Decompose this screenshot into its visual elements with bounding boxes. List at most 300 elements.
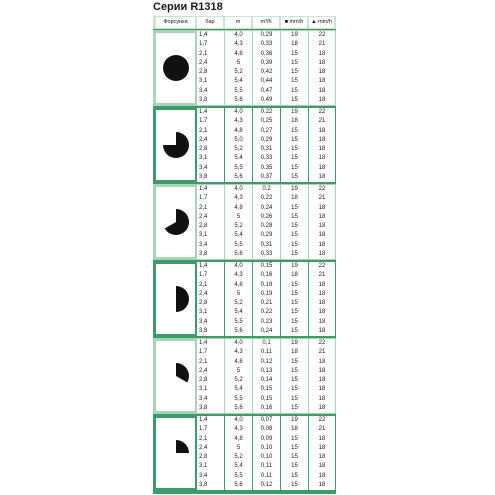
flow-cell: 0,28 [260, 223, 273, 229]
triangle-precip-cell: 18 [318, 78, 326, 85]
flow-cell: 0,31 [260, 146, 273, 152]
pressure-cell: 3,8 [199, 173, 208, 180]
pressure-cell: 2,4 [199, 444, 208, 451]
pressure-cell: 2,8 [199, 223, 208, 229]
data-column [281, 108, 308, 182]
pressure-cell: 1,7 [199, 426, 208, 433]
radius-cell: 4,3 [234, 272, 243, 279]
nozzle-cell [156, 187, 195, 257]
flow-cell: 0,23 [260, 318, 273, 325]
flow-cell: 0,18 [260, 281, 273, 288]
radius-cell: 5 [236, 59, 241, 66]
triangle-precip-cell: 18 [318, 136, 326, 143]
data-column [253, 108, 280, 182]
header-pressure: бар [197, 17, 223, 28]
triangle-precip-cell: 22 [318, 263, 326, 269]
square-precip-cell: 15 [291, 223, 298, 229]
square-precip-cell: 19 [291, 263, 298, 269]
pressure-cell: 1,4 [199, 186, 208, 192]
radius-cell: 5,2 [234, 69, 243, 75]
triangle-precip-cell: 18 [318, 204, 326, 211]
square-precip-cell: 15 [291, 213, 298, 220]
radius-cell: 5,6 [234, 250, 243, 257]
pressure-cell: 2,1 [199, 435, 208, 442]
triangle-precip-cell: 18 [318, 290, 326, 297]
triangle-precip-cell: 18 [318, 367, 326, 374]
pressure-cell: 3,1 [199, 232, 208, 239]
pressure-cell: 2,8 [199, 377, 208, 383]
radius-cell: 4,3 [234, 118, 243, 125]
square-precip-cell: 15 [291, 318, 298, 325]
header-triangle-precip: ▲ mm/h [309, 17, 334, 28]
header-nozzles: Форсунки [156, 17, 195, 28]
triangle-precip-cell: 18 [318, 50, 326, 57]
square-precip-cell: 15 [291, 204, 298, 211]
radius-cell: 4,8 [234, 127, 243, 134]
square-precip-cell: 19 [291, 186, 298, 192]
triangle-precip-cell: 18 [318, 386, 326, 393]
square-precip-cell: 15 [291, 59, 298, 66]
data-column [225, 262, 252, 336]
triangle-precip-cell: 18 [318, 481, 326, 488]
radius-cell: 4,8 [234, 204, 243, 211]
triangle-precip-cell: 18 [318, 164, 326, 171]
pressure-cell: 1,4 [199, 109, 208, 115]
radius-cell: 4,0 [234, 109, 243, 115]
flow-cell: 0,15 [260, 386, 273, 393]
flow-cell: 0,10 [260, 454, 273, 460]
arc-270-icon [161, 130, 191, 160]
radius-cell: 5,5 [234, 164, 243, 171]
pressure-cell: 3,1 [199, 463, 208, 470]
square-precip-cell: 15 [291, 173, 298, 180]
square-precip-cell: 15 [291, 136, 298, 143]
pressure-cell: 2,4 [199, 59, 208, 66]
data-column [225, 416, 252, 490]
radius-cell: 5,4 [234, 309, 243, 316]
nozzle-cell [156, 341, 195, 411]
square-precip-cell: 18 [291, 118, 298, 125]
square-precip-cell: 15 [291, 327, 298, 334]
square-precip-cell: 15 [291, 367, 298, 374]
pressure-cell: 3,4 [199, 241, 208, 248]
pressure-cell: 3,1 [199, 386, 208, 393]
pressure-cell: 2,8 [199, 300, 208, 306]
triangle-precip-cell: 18 [318, 281, 326, 288]
radius-cell: 4,8 [234, 281, 243, 288]
flow-cell: 0,2 [262, 186, 271, 192]
square-precip-cell: 15 [291, 164, 298, 171]
data-column [225, 31, 252, 105]
nozzle-group-90 [153, 415, 336, 491]
spray-pattern-shape [164, 209, 188, 235]
triangle-precip-cell: 18 [318, 300, 326, 306]
radius-cell: 5 [236, 213, 241, 220]
pressure-cell: 1,4 [199, 417, 208, 423]
flow-cell: 0,29 [260, 136, 273, 143]
flow-cell: 0,24 [260, 327, 273, 334]
pressure-cell: 2,8 [199, 454, 208, 460]
data-column [197, 185, 224, 259]
arc-90-icon [161, 438, 191, 468]
pressure-cell: 1,4 [199, 32, 208, 38]
triangle-precip-cell: 22 [318, 186, 326, 192]
triangle-precip-cell: 18 [318, 250, 326, 257]
radius-cell: 4,0 [234, 340, 243, 346]
square-precip-cell: 15 [291, 290, 298, 297]
square-precip-cell: 15 [291, 404, 298, 411]
radius-cell: 5 [236, 367, 241, 374]
radius-cell: 4,8 [234, 358, 243, 365]
data-column [309, 339, 335, 413]
radius-cell: 5,0 [234, 136, 243, 143]
pressure-cell: 3,8 [199, 327, 208, 334]
radius-cell: 4,8 [234, 435, 243, 442]
radius-cell: 4,3 [234, 41, 243, 48]
square-precip-cell: 15 [291, 146, 298, 152]
radius-cell: 5 [236, 290, 241, 297]
triangle-precip-cell: 21 [318, 41, 326, 48]
pressure-cell: 1,7 [199, 272, 208, 279]
square-precip-cell: 15 [291, 395, 298, 402]
flow-cell: 0,24 [260, 204, 273, 211]
pressure-cell: 3,4 [199, 472, 208, 479]
flow-cell: 0,35 [260, 164, 273, 171]
pressure-cell: 2,1 [199, 50, 208, 57]
header-square-precip: ■ mm/h [281, 17, 307, 28]
square-precip-cell: 18 [291, 41, 298, 48]
triangle-precip-cell: 22 [318, 109, 326, 115]
flow-cell: 0,33 [260, 155, 273, 162]
flow-cell: 0,22 [260, 309, 273, 316]
nozzle-performance-table [153, 16, 336, 494]
triangle-precip-cell: 18 [318, 223, 326, 229]
square-precip-cell: 15 [291, 281, 298, 288]
square-precip-cell: 15 [291, 386, 298, 393]
triangle-precip-cell: 18 [318, 127, 326, 134]
triangle-precip-cell: 21 [318, 195, 326, 202]
flow-cell: 0,13 [260, 367, 273, 374]
pressure-cell: 2,1 [199, 358, 208, 365]
square-precip-cell: 15 [291, 300, 298, 306]
pressure-cell: 2,1 [199, 127, 208, 134]
flow-cell: 0,21 [260, 300, 273, 306]
flow-cell: 0,15 [260, 263, 273, 269]
radius-cell: 4,0 [234, 263, 243, 269]
square-precip-cell: 18 [291, 426, 298, 433]
data-column [225, 339, 252, 413]
pressure-cell: 2,1 [199, 204, 208, 211]
radius-cell: 5,6 [234, 481, 243, 488]
radius-cell: 5,4 [234, 78, 243, 85]
radius-cell: 5,5 [234, 87, 243, 94]
pressure-cell: 2,4 [199, 290, 208, 297]
data-column [281, 185, 308, 259]
pressure-cell: 1,7 [199, 349, 208, 356]
data-column [197, 339, 224, 413]
flow-cell: 0,11 [260, 472, 273, 479]
radius-cell: 5,2 [234, 454, 243, 460]
data-column [197, 262, 224, 336]
flow-cell: 0,16 [260, 272, 273, 279]
flow-cell: 0,1 [262, 340, 271, 346]
triangle-precip-cell: 18 [318, 444, 326, 451]
flow-cell: 0,22 [260, 195, 273, 202]
triangle-precip-cell: 18 [318, 155, 326, 162]
square-precip-cell: 15 [291, 435, 298, 442]
radius-cell: 5,5 [234, 395, 243, 402]
data-column [309, 185, 335, 259]
radius-cell: 5,5 [234, 472, 243, 479]
flow-cell: 0,25 [260, 118, 273, 125]
nozzle-group-180 [153, 261, 336, 337]
flow-cell: 0,39 [260, 59, 273, 66]
pressure-cell: 1,7 [199, 118, 208, 125]
pressure-cell: 1,4 [199, 340, 208, 346]
nozzle-group-240 [153, 184, 336, 260]
radius-cell: 5,6 [234, 173, 243, 180]
flow-cell: 0,15 [260, 395, 273, 402]
radius-cell: 5,2 [234, 300, 243, 306]
data-column [281, 31, 308, 105]
flow-cell: 0,09 [260, 435, 273, 442]
triangle-precip-cell: 18 [318, 69, 326, 75]
pressure-cell: 3,8 [199, 250, 208, 257]
flow-cell: 0,33 [260, 250, 273, 257]
square-precip-cell: 15 [291, 78, 298, 85]
triangle-precip-cell: 21 [318, 426, 326, 433]
triangle-precip-cell: 21 [318, 349, 326, 356]
data-column [309, 31, 335, 105]
data-column [253, 416, 280, 490]
nozzle-cell [156, 264, 195, 334]
square-precip-cell: 15 [291, 87, 298, 94]
square-precip-cell: 15 [291, 444, 298, 451]
radius-cell: 5,5 [234, 318, 243, 325]
radius-cell: 4,0 [234, 417, 243, 423]
radius-cell: 5,4 [234, 386, 243, 393]
flow-cell: 0,36 [260, 50, 273, 57]
triangle-precip-cell: 18 [318, 318, 326, 325]
header-radius: m [225, 17, 251, 28]
spray-pattern-shape [176, 363, 189, 383]
square-precip-cell: 15 [291, 69, 298, 75]
radius-cell: 5,2 [234, 146, 243, 152]
square-precip-cell: 19 [291, 32, 298, 38]
square-precip-cell: 15 [291, 472, 298, 479]
square-precip-cell: 18 [291, 349, 298, 356]
pressure-cell: 3,4 [199, 164, 208, 171]
flow-cell: 0,29 [260, 232, 273, 239]
pressure-cell: 1,4 [199, 263, 208, 269]
flow-cell: 0,08 [260, 426, 273, 433]
radius-cell: 4,3 [234, 426, 243, 433]
radius-cell: 4,3 [234, 195, 243, 202]
radius-cell: 5,4 [234, 463, 243, 470]
triangle-precip-cell: 22 [318, 32, 326, 38]
data-column [281, 262, 308, 336]
data-column [281, 416, 308, 490]
triangle-precip-cell: 22 [318, 340, 326, 346]
arc-120-icon [161, 361, 191, 391]
square-precip-cell: 15 [291, 232, 298, 239]
flow-cell: 0,10 [260, 444, 273, 451]
flow-cell: 0,26 [260, 213, 273, 220]
data-column [197, 108, 224, 182]
radius-cell: 5,6 [234, 96, 243, 103]
triangle-precip-cell: 18 [318, 327, 326, 334]
triangle-precip-cell: 18 [318, 96, 326, 103]
pressure-cell: 2,4 [199, 213, 208, 220]
triangle-precip-cell: 21 [318, 272, 326, 279]
data-column [309, 262, 335, 336]
data-column [253, 185, 280, 259]
square-precip-cell: 15 [291, 155, 298, 162]
data-column [197, 31, 224, 105]
triangle-precip-cell: 18 [318, 404, 326, 411]
data-column [309, 108, 335, 182]
radius-cell: 4,0 [234, 32, 243, 38]
triangle-precip-cell: 22 [318, 417, 326, 423]
radius-cell: 4,0 [234, 186, 243, 192]
square-precip-cell: 19 [291, 340, 298, 346]
radius-cell: 4,3 [234, 349, 243, 356]
data-column [225, 108, 252, 182]
pressure-cell: 2,1 [199, 281, 208, 288]
triangle-precip-cell: 18 [318, 472, 326, 479]
arc-180-icon [161, 284, 191, 314]
square-precip-cell: 15 [291, 377, 298, 383]
data-column [253, 262, 280, 336]
pressure-cell: 2,8 [199, 146, 208, 152]
triangle-precip-cell: 18 [318, 463, 326, 470]
series-title: Серии R1318 [153, 1, 223, 13]
pressure-cell: 3,8 [199, 404, 208, 411]
table-header [153, 16, 336, 30]
pressure-cell: 2,8 [199, 69, 208, 75]
triangle-precip-cell: 18 [318, 377, 326, 383]
radius-cell: 5 [236, 444, 241, 451]
data-column [253, 31, 280, 105]
nozzle-group-120 [153, 338, 336, 414]
data-column [197, 416, 224, 490]
triangle-precip-cell: 18 [318, 59, 326, 66]
radius-cell: 5,4 [234, 155, 243, 162]
spray-pattern-shape [163, 132, 189, 158]
triangle-precip-cell: 18 [318, 395, 326, 402]
radius-cell: 5,6 [234, 404, 243, 411]
flow-cell: 0,19 [260, 290, 273, 297]
spray-pattern-shape [176, 440, 189, 453]
flow-cell: 0,16 [260, 404, 273, 411]
flow-cell: 0,47 [260, 87, 273, 94]
flow-cell: 0,12 [260, 481, 273, 488]
flow-cell: 0,49 [260, 96, 273, 103]
flow-cell: 0,12 [260, 358, 273, 365]
arc-240-icon [161, 207, 191, 237]
pressure-cell: 3,4 [199, 318, 208, 325]
triangle-precip-cell: 18 [318, 173, 326, 180]
flow-cell: 0,37 [260, 173, 273, 180]
square-precip-cell: 15 [291, 250, 298, 257]
data-column [309, 416, 335, 490]
flow-cell: 0,11 [260, 463, 273, 470]
pressure-cell: 3,1 [199, 78, 208, 85]
flow-cell: 0,22 [260, 109, 273, 115]
square-precip-cell: 15 [291, 463, 298, 470]
triangle-precip-cell: 18 [318, 232, 326, 239]
square-precip-cell: 15 [291, 309, 298, 316]
radius-cell: 5,2 [234, 377, 243, 383]
triangle-precip-cell: 18 [318, 309, 326, 316]
pressure-cell: 2,4 [199, 136, 208, 143]
square-precip-cell: 15 [291, 481, 298, 488]
pressure-cell: 3,4 [199, 395, 208, 402]
radius-cell: 4,8 [234, 50, 243, 57]
square-precip-cell: 15 [291, 127, 298, 134]
flow-cell: 0,42 [260, 69, 273, 75]
flow-cell: 0,29 [260, 32, 273, 38]
nozzle-group-360 [153, 30, 336, 106]
data-column [225, 185, 252, 259]
square-precip-cell: 15 [291, 241, 298, 248]
flow-cell: 0,07 [260, 417, 273, 423]
radius-cell: 5,2 [234, 223, 243, 229]
triangle-precip-cell: 18 [318, 241, 326, 248]
flow-cell: 0,33 [260, 41, 273, 48]
nozzle-cell [156, 418, 195, 488]
square-precip-cell: 19 [291, 109, 298, 115]
radius-cell: 5,4 [234, 232, 243, 239]
triangle-precip-cell: 18 [318, 87, 326, 94]
pressure-cell: 2,4 [199, 367, 208, 374]
data-column [253, 339, 280, 413]
square-precip-cell: 15 [291, 50, 298, 57]
radius-cell: 5,5 [234, 241, 243, 248]
square-precip-cell: 18 [291, 195, 298, 202]
data-column [281, 339, 308, 413]
radius-cell: 5,6 [234, 327, 243, 334]
pressure-cell: 3,4 [199, 87, 208, 94]
nozzle-cell [156, 110, 195, 180]
square-precip-cell: 15 [291, 454, 298, 460]
triangle-precip-cell: 18 [318, 435, 326, 442]
square-precip-cell: 18 [291, 272, 298, 279]
triangle-precip-cell: 18 [318, 146, 326, 152]
pressure-cell: 3,1 [199, 309, 208, 316]
pressure-cell: 1,7 [199, 41, 208, 48]
flow-cell: 0,44 [260, 78, 273, 85]
triangle-precip-cell: 18 [318, 454, 326, 460]
square-precip-cell: 15 [291, 96, 298, 103]
pressure-cell: 3,1 [199, 155, 208, 162]
triangle-precip-cell: 21 [318, 118, 326, 125]
square-precip-cell: 15 [291, 358, 298, 365]
spray-pattern-shape [176, 286, 189, 312]
arc-360-icon [161, 53, 191, 83]
square-precip-cell: 19 [291, 417, 298, 423]
nozzle-group-270 [153, 107, 336, 183]
triangle-precip-cell: 18 [318, 358, 326, 365]
flow-cell: 0,27 [260, 127, 273, 134]
pressure-cell: 3,8 [199, 481, 208, 488]
flow-cell: 0,31 [260, 241, 273, 248]
triangle-precip-cell: 18 [318, 213, 326, 220]
flow-cell: 0,11 [260, 349, 273, 356]
nozzle-cell [156, 33, 195, 103]
flow-cell: 0,14 [260, 377, 273, 383]
header-flow: m³/h [253, 17, 279, 28]
